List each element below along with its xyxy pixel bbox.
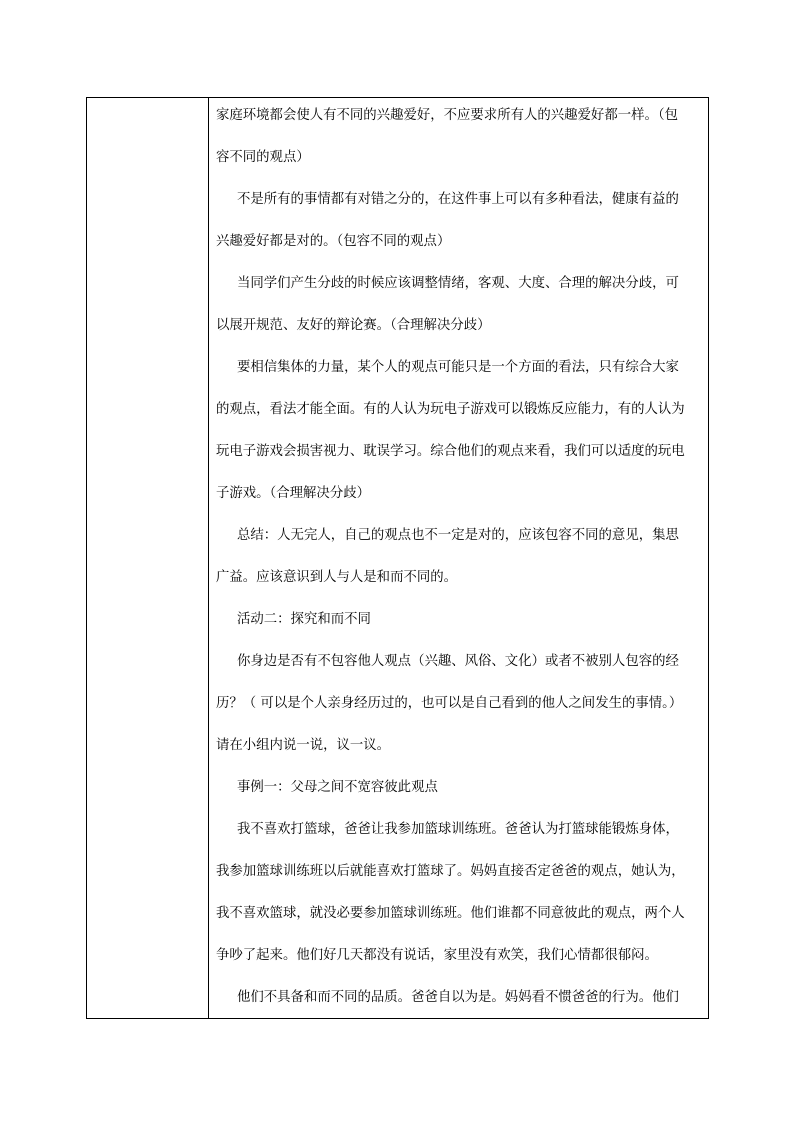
text-line: 家庭环境都会使人有不同的兴趣爱好，不应要求所有人的兴趣爱好都一样。（包 — [216, 108, 678, 123]
text-line: 我不喜欢打篮球，爸爸让我参加篮球训练班。爸爸认为打篮球能锻炼身体， — [237, 822, 679, 837]
text-line: 当同学们产生分歧的时候应该调整情绪，客观、大度、合理的解决分歧，可 — [237, 276, 679, 291]
text-line: 不是所有的事情都有对错之分的，在这件事上可以有多种看法，健康有益的 — [237, 192, 679, 207]
text-line: 我参加篮球训练班以后就能喜欢打篮球了。妈妈直接否定爸爸的观点，她认为， — [216, 864, 685, 879]
text-line: 历？（ 可以是个人亲身经历过的，也可以是自己看到的他人之间发生的事情。） — [216, 696, 683, 711]
text-line: 争吵了起来。他们好几天都没有说话，家里没有欢笑，我们心情都很郁闷。 — [216, 948, 658, 963]
text-line: 玩电子游戏会损害视力、耽误学习。综合他们的观点来看，我们可以适度的玩电 — [216, 444, 685, 459]
text-line: 的观点，看法才能全面。有的人认为玩电子游戏可以锻炼反应能力，有的人认为 — [216, 402, 685, 417]
text-line: 广益。应该意识到人与人是和而不同的。 — [216, 570, 458, 585]
text-line: 子游戏。（合理解决分歧） — [216, 486, 370, 501]
text-line: 兴趣爱好都是对的。（包容不同的观点） — [216, 234, 451, 249]
text-line: 他们不具备和而不同的品质。爸爸自以为是。妈妈看不惯爸爸的行为。他们 — [237, 990, 679, 1005]
text-line: 你身边是否有不包容他人观点（兴趣、风俗、文化）或者不被别人包容的经 — [237, 654, 679, 669]
example-heading: 事例一：父母之间不宽容彼此观点 — [237, 780, 438, 795]
section-heading: 活动二：探究和而不同 — [237, 612, 371, 627]
text-line: 总结：人无完人，自己的观点也不一定是对的，应该包容不同的意见，集思 — [237, 528, 679, 543]
text-line: 要相信集体的力量，某个人的观点可能只是一个方面的看法，只有综合大家 — [237, 360, 679, 375]
text-line: 以展开规范、友好的辩论赛。（合理解决分歧） — [216, 318, 491, 333]
document-table — [86, 97, 709, 1019]
column-divider — [208, 98, 209, 1018]
text-line: 容不同的观点） — [216, 150, 310, 165]
text-line: 我不喜欢篮球，就没必要参加篮球训练班。他们谁都不同意彼此的观点，两个人 — [216, 906, 685, 921]
text-line: 请在小组内说一说，议一议。 — [216, 738, 391, 753]
